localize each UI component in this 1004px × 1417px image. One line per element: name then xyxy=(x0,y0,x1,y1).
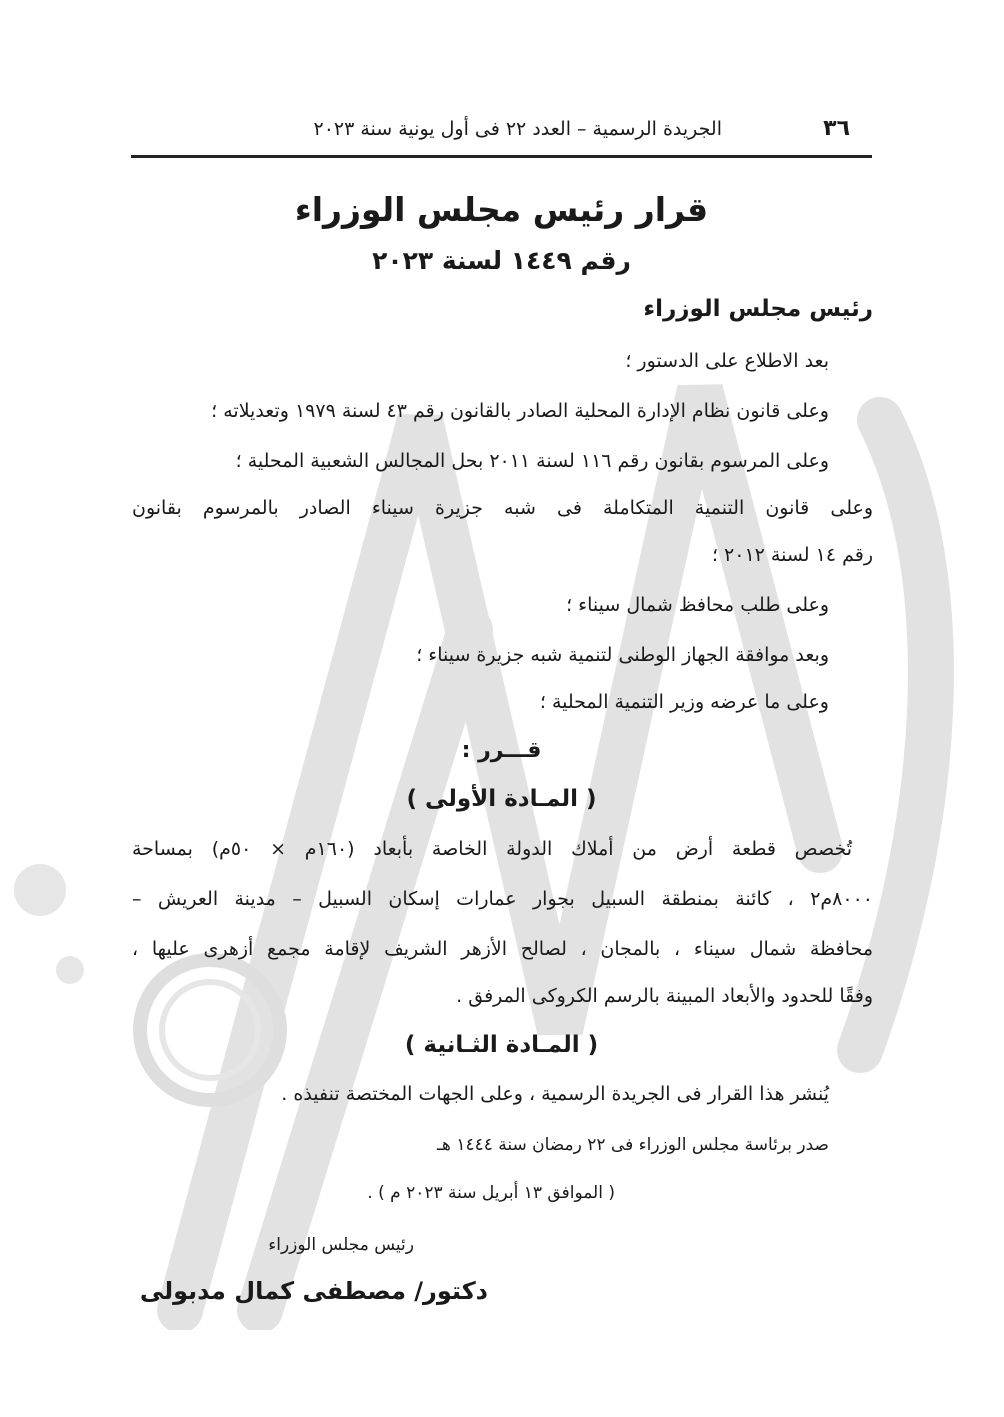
article-1-line: محافظة شمال سيناء ، بالمجان ، لصالح الأزهر الشريف لإقامة مجمع أزهرى عليها ، xyxy=(132,938,873,960)
issuing-authority: رئيس مجلس الوزراء xyxy=(643,296,873,322)
issue-date-gregorian: ( الموافق ١٣ أبريل سنة ٢٠٢٣ م ) . xyxy=(367,1183,615,1203)
issue-date-hijri: صدر برئاسة مجلس الوزراء فى ٢٢ رمضان سنة ١٤٤٤ هـ xyxy=(436,1135,829,1155)
article-2-text: يُنشر هذا القرار فى الجريدة الرسمية ، وعلى الجهات المختصة تنفيذه . xyxy=(281,1083,829,1105)
preamble-line: وعلى قانون التنمية المتكاملة فى شبه جزيرة سيناء الصادر بالمرسوم بقانون xyxy=(132,497,873,519)
preamble-line: وعلى قانون نظام الإدارة المحلية الصادر بالقانون رقم ٤٣ لسنة ١٩٧٩ وتعديلاته ؛ xyxy=(211,400,829,422)
page-header xyxy=(131,112,872,158)
decree-title: قرار رئيس مجلس الوزراء xyxy=(294,190,709,229)
preamble-line: بعد الاطلاع على الدستور ؛ xyxy=(625,350,829,372)
article-1-line: تُخصص قطعة أرض من أملاك الدولة الخاصة بأبعاد (١٦٠م × ٥٠م) بمساحة xyxy=(132,838,852,860)
gazette-issue-line: الجريدة الرسمية – العدد ٢٢ فى أول يونية سنة ٢٠٢٣ xyxy=(313,118,722,140)
page-number: ٣٦ xyxy=(823,116,850,141)
article-1-line: وفقًا للحدود والأبعاد المبينة بالرسم الكروكى المرفق . xyxy=(456,985,873,1007)
signatory-title: رئيس مجلس الوزراء xyxy=(268,1235,414,1255)
preamble-line: وبعد موافقة الجهاز الوطنى لتنمية شبه جزيرة سيناء ؛ xyxy=(416,644,829,666)
preamble-line: وعلى ما عرضه وزير التنمية المحلية ؛ xyxy=(539,691,829,713)
preamble-line: رقم ١٤ لسنة ٢٠١٢ ؛ xyxy=(711,544,873,566)
article-1-line: ٨٠٠٠م٢ ، كائنة بمنطقة السبيل بجوار عمارات إسكان السبيل – مدينة العريش – xyxy=(132,888,873,910)
signatory-name: دكتور/ مصطفى كمال مدبولى xyxy=(139,1277,488,1305)
watermark-seal xyxy=(0,330,1004,1330)
article-2-heading: ( المـادة الثـانية ) xyxy=(404,1032,599,1058)
decided-label: قـــرر : xyxy=(461,738,542,763)
article-1-heading: ( المـادة الأولى ) xyxy=(406,786,597,812)
preamble-line: وعلى المرسوم بقانون رقم ١١٦ لسنة ٢٠١١ بحل المجالس الشعبية المحلية ؛ xyxy=(235,450,829,472)
decree-number: رقم ١٤٤٩ لسنة ٢٠٢٣ xyxy=(372,246,631,275)
preamble-line: وعلى طلب محافظ شمال سيناء ؛ xyxy=(566,594,829,616)
